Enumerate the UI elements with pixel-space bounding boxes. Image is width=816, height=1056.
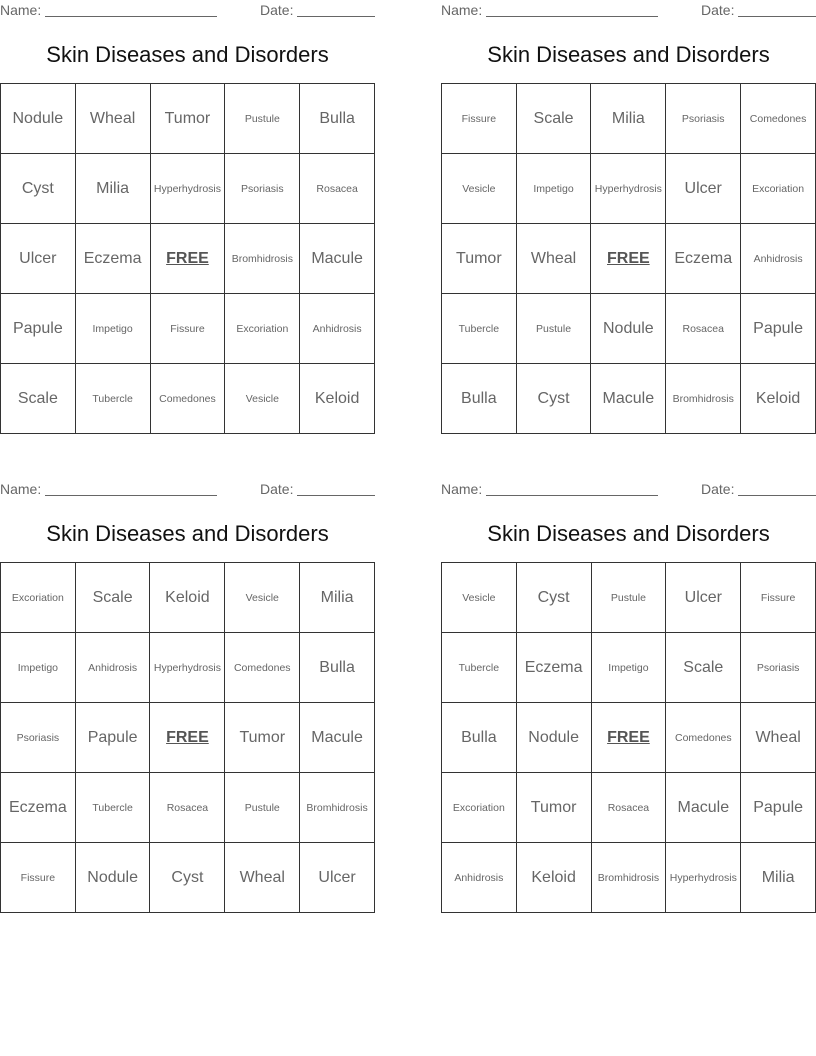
grid-cell[interactable]: Pustule: [516, 294, 591, 364]
grid-cell[interactable]: Cyst: [516, 364, 591, 434]
grid-cell[interactable]: Fissure: [150, 294, 225, 364]
grid-cell[interactable]: Impetigo: [75, 294, 150, 364]
name-date-row: [0, 0, 375, 22]
grid-cell[interactable]: Tubercle: [75, 364, 150, 434]
grid-cell[interactable]: Hyperhydrosis: [666, 843, 741, 913]
grid-cell[interactable]: Eczema: [1, 773, 76, 843]
bingo-card: [0, 0, 375, 407]
grid-cell[interactable]: Bulla: [442, 703, 517, 773]
grid-cell[interactable]: Anhidrosis: [75, 633, 150, 703]
grid-row: [442, 224, 816, 294]
grid-cell[interactable]: Rosacea: [150, 773, 225, 843]
name-date-row: [441, 0, 816, 22]
grid-cell[interactable]: Wheal: [516, 224, 591, 294]
grid-row: [1, 364, 375, 434]
grid-row: [442, 364, 816, 434]
grid-cell[interactable]: Papule: [741, 294, 816, 364]
grid-cell[interactable]: Rosacea: [591, 773, 666, 843]
name-blank[interactable]: [45, 495, 217, 496]
grid-row: [442, 294, 816, 364]
grid-cell[interactable]: Pustule: [225, 773, 300, 843]
grid-cell[interactable]: Vesicle: [225, 364, 300, 434]
name-blank[interactable]: [486, 495, 658, 496]
grid-cell[interactable]: Comedones: [225, 633, 300, 703]
grid-row: [442, 633, 816, 703]
grid-cell[interactable]: Nodule: [75, 843, 150, 913]
grid-cell[interactable]: Hyperhydrosis: [150, 633, 225, 703]
grid-cell[interactable]: Impetigo: [1, 633, 76, 703]
grid-cell[interactable]: Ulcer: [666, 563, 741, 633]
grid-cell[interactable]: Scale: [516, 84, 591, 154]
grid-cell[interactable]: Tubercle: [442, 294, 517, 364]
date-blank[interactable]: [738, 495, 816, 496]
grid-cell[interactable]: Tumor: [442, 224, 517, 294]
grid-cell[interactable]: Bromhidrosis: [225, 224, 300, 294]
grid-cell[interactable]: Tubercle: [442, 633, 517, 703]
bingo-grid: [441, 562, 816, 913]
grid-row: [1, 224, 375, 294]
grid-cell[interactable]: Milia: [741, 843, 816, 913]
grid-cell[interactable]: Comedones: [666, 703, 741, 773]
grid-cell[interactable]: Eczema: [75, 224, 150, 294]
grid-cell[interactable]: Psoriasis: [741, 633, 816, 703]
name-label: Name:: [0, 481, 42, 497]
grid-cell[interactable]: Milia: [591, 84, 666, 154]
grid-cell[interactable]: Bromhidrosis: [591, 843, 666, 913]
grid-cell[interactable]: Keloid: [741, 364, 816, 434]
bingo-grid: [0, 83, 375, 434]
grid-cell[interactable]: Comedones: [741, 84, 816, 154]
grid-cell[interactable]: Anhidrosis: [741, 224, 816, 294]
grid-cell[interactable]: Fissure: [442, 84, 517, 154]
grid-cell[interactable]: Vesicle: [225, 563, 300, 633]
grid-cell[interactable]: Eczema: [666, 224, 741, 294]
grid-cell[interactable]: Nodule: [1, 84, 76, 154]
free-space[interactable]: FREE: [150, 224, 225, 294]
grid-cell[interactable]: Keloid: [516, 843, 591, 913]
grid-cell[interactable]: Impetigo: [591, 633, 666, 703]
grid-cell[interactable]: Keloid: [150, 563, 225, 633]
grid-row: [1, 773, 375, 843]
grid-cell[interactable]: Hyperhydrosis: [150, 154, 225, 224]
grid-cell[interactable]: Pustule: [225, 84, 300, 154]
grid-cell[interactable]: Macule: [300, 703, 375, 773]
grid-cell[interactable]: Papule: [741, 773, 816, 843]
grid-row: [1, 84, 375, 154]
name-label: Name:: [0, 2, 42, 18]
grid-cell[interactable]: Tumor: [150, 84, 225, 154]
grid-cell[interactable]: Psoriasis: [1, 703, 76, 773]
grid-row: [1, 703, 375, 773]
bingo-grid: [0, 562, 375, 913]
grid-cell[interactable]: Milia: [75, 154, 150, 224]
grid-cell[interactable]: Anhidrosis: [442, 843, 517, 913]
grid-cell[interactable]: Ulcer: [300, 843, 375, 913]
date-label: Date:: [701, 2, 735, 18]
grid-cell[interactable]: Wheal: [741, 703, 816, 773]
card-title: Skin Diseases and Disorders: [46, 521, 329, 546]
grid-row: [442, 154, 816, 224]
name-blank[interactable]: [486, 16, 658, 17]
grid-cell[interactable]: Tubercle: [75, 773, 150, 843]
grid-cell[interactable]: Anhidrosis: [300, 294, 375, 364]
name-date-row: [0, 479, 375, 501]
grid-row: [1, 563, 375, 633]
grid-cell[interactable]: Bulla: [300, 633, 375, 703]
grid-cell[interactable]: Ulcer: [1, 224, 76, 294]
bingo-card: [441, 479, 816, 886]
grid-cell[interactable]: Vesicle: [442, 563, 517, 633]
grid-cell[interactable]: Nodule: [516, 703, 591, 773]
grid-cell[interactable]: Fissure: [1, 843, 76, 913]
grid-cell[interactable]: Rosacea: [300, 154, 375, 224]
grid-cell[interactable]: Cyst: [1, 154, 76, 224]
grid-cell[interactable]: Milia: [300, 563, 375, 633]
grid-cell[interactable]: Keloid: [300, 364, 375, 434]
date-label: Date:: [260, 2, 294, 18]
date-label: Date:: [701, 481, 735, 497]
grid-cell[interactable]: Scale: [75, 563, 150, 633]
grid-cell[interactable]: Fissure: [741, 563, 816, 633]
name-label: Name:: [441, 481, 483, 497]
grid-cell[interactable]: Macule: [591, 364, 666, 434]
date-blank[interactable]: [297, 495, 375, 496]
date-blank[interactable]: [738, 16, 816, 17]
bingo-grid: [441, 83, 816, 434]
bingo-card: [0, 479, 375, 886]
grid-cell[interactable]: Psoriasis: [225, 154, 300, 224]
grid-row: [442, 773, 816, 843]
date-blank[interactable]: [297, 16, 375, 17]
grid-cell[interactable]: Bulla: [442, 364, 517, 434]
grid-cell[interactable]: Bulla: [300, 84, 375, 154]
grid-cell[interactable]: Tumor: [516, 773, 591, 843]
grid-cell[interactable]: Macule: [300, 224, 375, 294]
name-label: Name:: [441, 2, 483, 18]
card-title: Skin Diseases and Disorders: [487, 521, 770, 546]
grid-row: [442, 843, 816, 913]
grid-row: [1, 633, 375, 703]
grid-cell[interactable]: Excoriation: [741, 154, 816, 224]
grid-cell[interactable]: Bromhidrosis: [300, 773, 375, 843]
grid-cell[interactable]: Scale: [1, 364, 76, 434]
grid-cell[interactable]: Scale: [666, 633, 741, 703]
card-title: Skin Diseases and Disorders: [487, 42, 770, 67]
grid-cell[interactable]: Tumor: [225, 703, 300, 773]
grid-cell[interactable]: Bromhidrosis: [666, 364, 741, 434]
grid-cell[interactable]: Excoriation: [225, 294, 300, 364]
grid-cell[interactable]: Wheal: [75, 84, 150, 154]
grid-cell[interactable]: Nodule: [591, 294, 666, 364]
grid-cell[interactable]: Pustule: [591, 563, 666, 633]
grid-cell[interactable]: Ulcer: [666, 154, 741, 224]
grid-row: [442, 703, 816, 773]
date-label: Date:: [260, 481, 294, 497]
grid-cell[interactable]: Psoriasis: [666, 84, 741, 154]
card-title: Skin Diseases and Disorders: [46, 42, 329, 67]
grid-cell[interactable]: Comedones: [150, 364, 225, 434]
grid-cell[interactable]: Papule: [1, 294, 76, 364]
grid-row: [442, 563, 816, 633]
grid-cell[interactable]: Wheal: [225, 843, 300, 913]
grid-cell[interactable]: Vesicle: [442, 154, 517, 224]
name-date-row: [441, 479, 816, 501]
grid-cell[interactable]: Eczema: [516, 633, 591, 703]
grid-cell[interactable]: Macule: [666, 773, 741, 843]
grid-cell[interactable]: Impetigo: [516, 154, 591, 224]
grid-row: [1, 843, 375, 913]
grid-cell[interactable]: Hyperhydrosis: [591, 154, 666, 224]
free-space[interactable]: FREE: [150, 703, 225, 773]
grid-cell[interactable]: Papule: [75, 703, 150, 773]
grid-cell[interactable]: Rosacea: [666, 294, 741, 364]
grid-row: [1, 294, 375, 364]
grid-cell[interactable]: Cyst: [150, 843, 225, 913]
free-space[interactable]: FREE: [591, 703, 666, 773]
grid-cell[interactable]: Cyst: [516, 563, 591, 633]
grid-row: [442, 84, 816, 154]
grid-cell[interactable]: Excoriation: [442, 773, 517, 843]
grid-cell[interactable]: Excoriation: [1, 563, 76, 633]
bingo-card: [441, 0, 816, 407]
name-blank[interactable]: [45, 16, 217, 17]
grid-row: [1, 154, 375, 224]
free-space[interactable]: FREE: [591, 224, 666, 294]
